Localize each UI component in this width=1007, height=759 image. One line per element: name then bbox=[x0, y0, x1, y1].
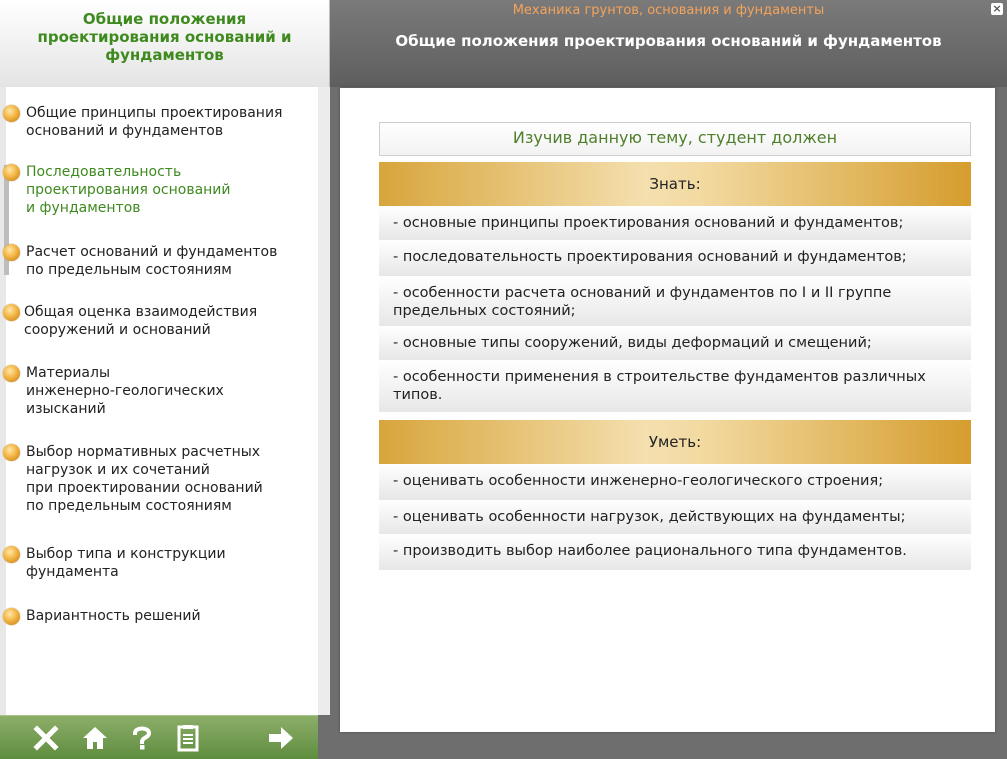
bullet-icon bbox=[3, 105, 20, 122]
sidebar-item-label: Расчет оснований и фундаментов по предельным состояниям bbox=[26, 244, 278, 278]
help-icon bbox=[130, 724, 154, 752]
bullet-icon bbox=[3, 444, 20, 461]
next-button[interactable] bbox=[266, 723, 296, 753]
window-close-button[interactable] bbox=[991, 3, 1003, 15]
bullet-icon bbox=[3, 244, 20, 261]
sidebar-item-general-principles[interactable] bbox=[0, 104, 300, 140]
bullet-icon bbox=[3, 164, 20, 181]
content-panel bbox=[340, 88, 995, 732]
page-title: Общие положения проектирования оснований и фундаментов bbox=[395, 32, 942, 50]
list-item-text: - основные принципы проектирования оснований и фундаментов; bbox=[393, 215, 904, 231]
bullet-icon bbox=[3, 546, 20, 563]
sidebar-item-label: Общие принципы проектирования оснований и фундаментов bbox=[26, 105, 283, 139]
list-item bbox=[379, 326, 971, 360]
list-item-text: - особенности расчета оснований и фундаментов по I и II группе предельных состояний; bbox=[393, 285, 892, 319]
list-item-text: - оценивать особенности инженерно-геологического строения; bbox=[393, 473, 884, 489]
list-item-text: - производить выбор наиболее рационального типа фундаментов. bbox=[393, 543, 907, 559]
sidebar-item-label: Выбор типа и конструкции фундамента bbox=[26, 546, 226, 580]
sidebar-item-label: Материалы инженерно-геологических изысканий bbox=[26, 365, 224, 417]
list-item bbox=[379, 276, 971, 326]
sidebar-item-foundation-type[interactable] bbox=[0, 545, 300, 581]
subject-title: Механика грунтов, основания и фундаменты bbox=[512, 3, 825, 18]
notes-button[interactable] bbox=[173, 723, 203, 753]
sidebar-item-design-sequence[interactable] bbox=[0, 163, 300, 217]
list-item bbox=[379, 464, 971, 500]
bullet-icon bbox=[3, 608, 20, 625]
sidebar-item-label: Общая оценка взаимодействия сооружений и оснований bbox=[24, 304, 258, 338]
close-icon bbox=[33, 725, 59, 751]
list-item-text: - особенности применения в строительстве фундаментов различных типов. bbox=[393, 369, 926, 403]
sidebar-item-variants[interactable] bbox=[0, 607, 300, 625]
sidebar-item-label: Выбор нормативных расчетных нагрузок и их сочетаний при проектировании оснований по предельным состояниям bbox=[26, 444, 263, 514]
home-button[interactable] bbox=[80, 723, 110, 753]
bottom-toolbar bbox=[0, 715, 318, 759]
sidebar-item-surveys[interactable] bbox=[0, 364, 300, 418]
sidebar-item-interaction[interactable] bbox=[0, 303, 300, 339]
list-item bbox=[379, 534, 971, 570]
list-item bbox=[379, 500, 971, 534]
bullet-icon bbox=[3, 365, 20, 382]
top-header bbox=[330, 0, 1007, 87]
list-item bbox=[379, 240, 971, 276]
home-icon bbox=[81, 724, 109, 752]
next-arrow-icon bbox=[267, 725, 295, 751]
notes-icon bbox=[176, 724, 200, 752]
list-item bbox=[379, 206, 971, 240]
sidebar-title: Общие положения проектирования оснований и фундаментов bbox=[37, 10, 292, 64]
bullet-icon bbox=[3, 304, 20, 321]
able-heading: Уметь: bbox=[379, 420, 971, 464]
sidebar-item-loads[interactable] bbox=[0, 443, 300, 515]
help-button[interactable] bbox=[127, 723, 157, 753]
sidebar-item-limit-states[interactable] bbox=[0, 243, 300, 279]
sidebar-item-label: Вариантность решений bbox=[26, 608, 201, 624]
sidebar-menu bbox=[0, 87, 330, 715]
list-item bbox=[379, 360, 971, 412]
know-heading: Знать: bbox=[379, 162, 971, 206]
list-item-text: - основные типы сооружений, виды деформаций и смещений; bbox=[393, 335, 872, 351]
list-item-text: - оценивать особенности нагрузок, действующих на фундаменты; bbox=[393, 509, 906, 525]
intro-banner: Изучив данную тему, студент должен bbox=[379, 122, 971, 156]
list-item-text: - последовательность проектирования оснований и фундаментов; bbox=[393, 249, 907, 265]
sidebar-header bbox=[0, 0, 330, 87]
sidebar-item-label: Последовательность проектирования оснований и фундаментов bbox=[26, 164, 231, 216]
close-icon: × bbox=[992, 2, 1002, 15]
exit-button[interactable] bbox=[31, 723, 61, 753]
